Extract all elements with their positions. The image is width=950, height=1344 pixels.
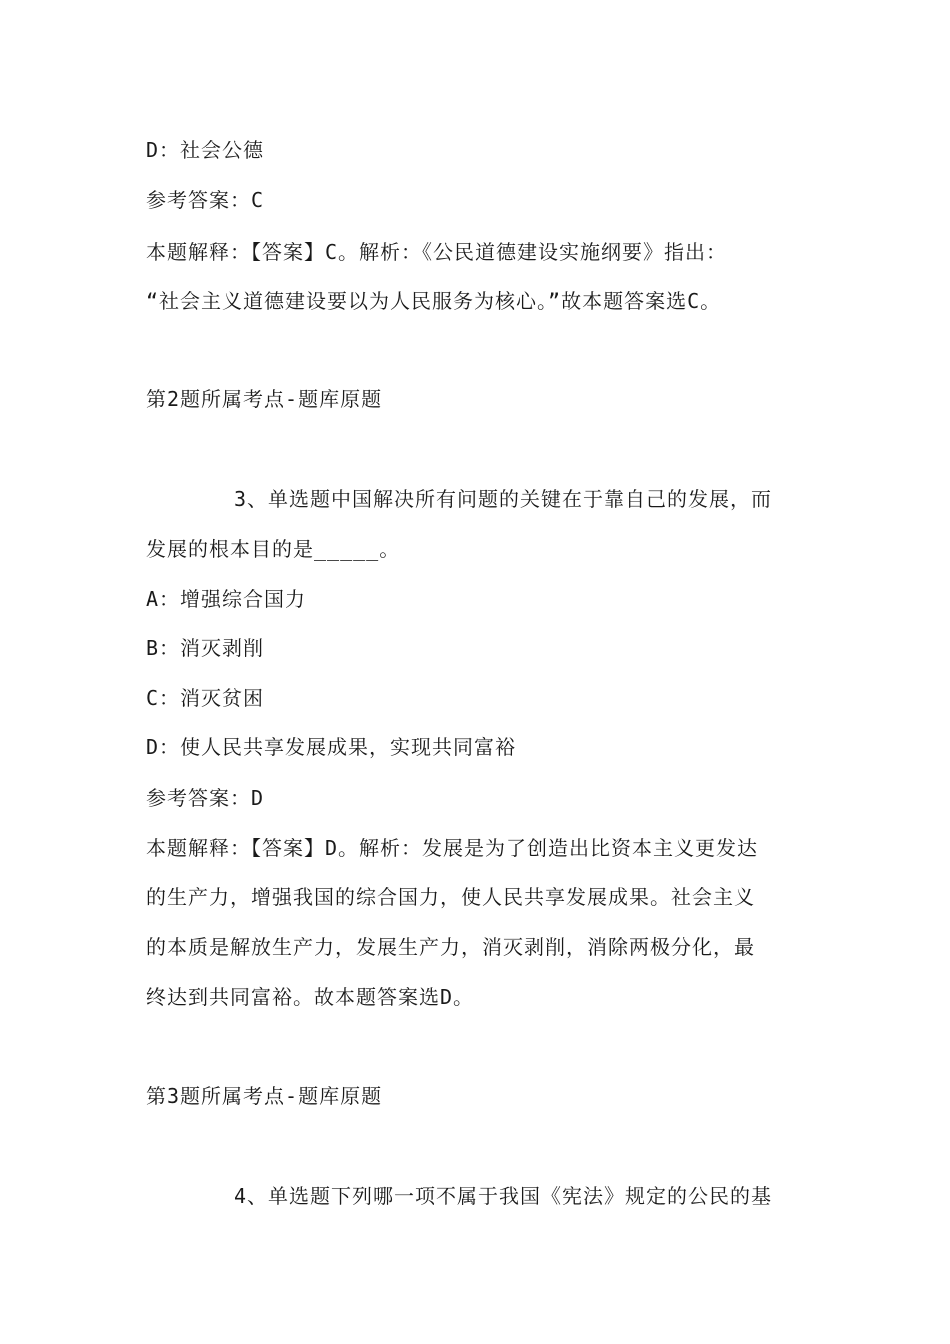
q3-stem-line: 发展的根本目的是_____。 [146, 537, 401, 561]
q3-knowledge-point: 第3题所属考点-题库原题 [146, 1084, 383, 1108]
q2-answer: 参考答案：C [146, 188, 265, 212]
q3-explanation-line: 终达到共同富裕。故本题答案选D。 [146, 985, 475, 1009]
q2-explanation-line: 本题解释：【答案】C。解析：《公民道德建设实施纲要》指出： [146, 240, 728, 264]
q3-option-a: A：增强综合国力 [146, 587, 307, 611]
q3-option-c: C：消灭贫困 [146, 686, 265, 710]
q3-option-b: B：消灭剥削 [146, 636, 265, 660]
q2-explanation-line: “社会主义道德建设要以为人民服务为核心。”故本题答案选C。 [146, 289, 722, 313]
q3-stem-line: 3、单选题中国解决所有问题的关键在于靠自己的发展，而 [234, 487, 773, 511]
q3-explanation-line: 本题解释：【答案】D。解析：发展是为了创造出比资本主义更发达 [146, 836, 759, 860]
q3-explanation-line: 的本质是解放生产力，发展生产力，消灭剥削，消除两极分化，最 [146, 935, 755, 959]
q3-answer: 参考答案：D [146, 786, 265, 810]
q3-option-d: D：使人民共享发展成果，实现共同富裕 [146, 735, 517, 759]
q4-stem-line: 4、单选题下列哪一项不属于我国《宪法》规定的公民的基 [234, 1184, 773, 1208]
q2-knowledge-point: 第2题所属考点-题库原题 [146, 387, 383, 411]
q2-option-d: D：社会公德 [146, 138, 265, 162]
q3-explanation-line: 的生产力，增强我国的综合国力，使人民共享发展成果。社会主义 [146, 885, 755, 909]
